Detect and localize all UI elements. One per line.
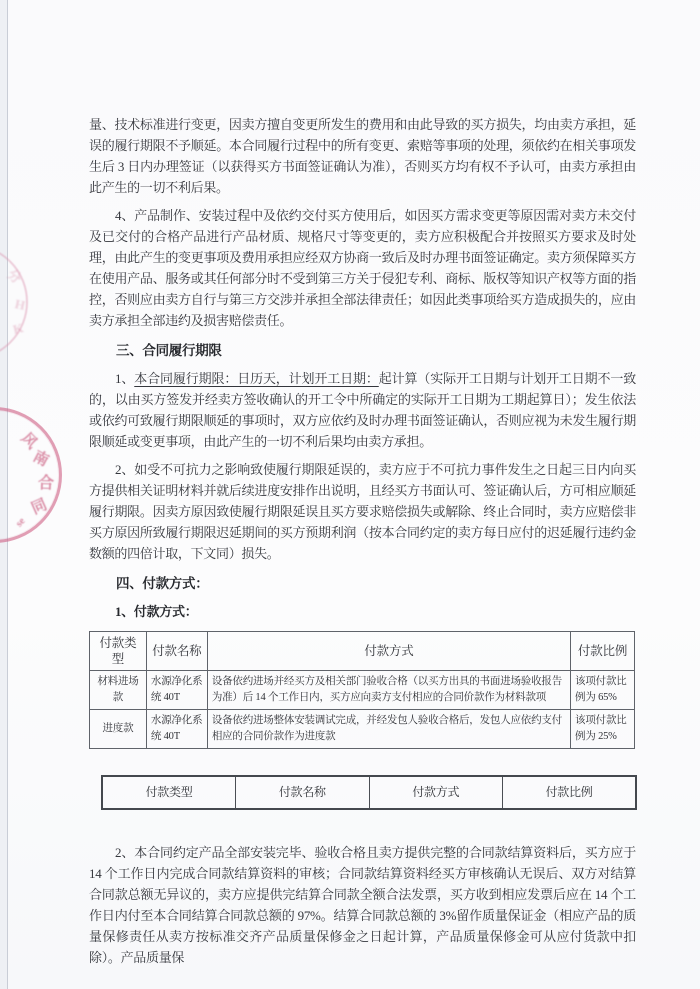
section-4-sub1-heading: 1、付款方式： xyxy=(115,604,198,619)
seal-glyph: 同 xyxy=(29,496,50,518)
cell-payment-ratio: 该项付款比例为 25% xyxy=(571,710,635,749)
paragraph-section3-item2: 2、如受不可抗力之影响致使履行期限延误的，卖方应于不可抗力事件发生之日起三日内向买方提供相关证明材料并就后续进度安排作出说明，且经买方书面认可、签证确认后，方可相应顺延履行期限。因卖方原因致使履行期限延误且买方要求赔偿损失或解除、终止合同时，卖方应赔偿非买方原因所致履行期限迟延期间的买方预期利润（按本合同约定的卖方每日应付的迟延履行违约金数额的四倍计取，下文同）损失。 xyxy=(89,462,636,561)
seal-glyph: H xyxy=(13,296,27,313)
seal-glyph: K xyxy=(11,319,25,338)
paragraph-section4-item2: 2、本合同约定产品全部安装完毕、验收合格且卖方提供完整的合同款结算资料后，买方应于 14 个工作日内完成合同款结算资料的审核；合同款结算资料经买方审核确认无误后、双方对结算合同款总额无异议的，卖方应提供完结算合同款全额合法发票，买方收到相应发票后应在 14 个工作日内付至本合同结算合同款总额的 97%。结算合同款总额的 3%留作质量保证金（相应产品的质量保修责任从卖方按标准交齐产品质量保修金之日起计算，产品质量保修金可从应付货款中扣除）。产品质量保 xyxy=(89,845,636,965)
cell-payment-name: 水源净化系统 40T xyxy=(146,671,207,710)
scan-left-edge xyxy=(0,0,8,989)
col-header-payment-type: 付款类型 xyxy=(102,776,236,809)
item1-number: 1、 xyxy=(115,371,135,386)
section-4-heading: 四、付款方式： xyxy=(116,576,209,591)
col-header-payment-name: 付款名称 xyxy=(146,632,207,671)
cell-payment-type: 进度款 xyxy=(90,710,147,749)
payment-terms-table xyxy=(89,631,635,749)
paragraph-continuation: 量、技术标准进行变更，因卖方擅自变更所发生的费用和由此导致的买方损失，均由卖方承担，延误的履行期限不予顺延。本合同履行过程中的所有变更、索赔等事项的处理，须依约在相关事项发生后 3 日内办理签证（以获得买方书面签证确认为准），否则买方均有权不予认可，由卖方承担由此产生的一切不利后果。 xyxy=(89,117,636,195)
paragraph-section3-item1 xyxy=(89,368,636,452)
cell-payment-type: 材料进场款 xyxy=(90,671,147,710)
seal-glyph: se xyxy=(13,515,28,530)
cell-payment-name: 水源净化系统 40T xyxy=(146,710,207,749)
col-header-payment-method: 付款方式 xyxy=(207,632,570,671)
paragraph-item-4: 4、产品制作、安装过程中及依约交付买方使用后，如因买方需求变更等原因需对卖方未交付及已交付的合格产品进行产品材质、规格尺寸等变更的，卖方应积极配合并按照买方要求及时处理，由此产生的变更事项及费用承担应经双方协商一致后及时办理书面签证确定。卖方须保障买方在使用产品、服务或其任何部分时不受到第三方关于侵犯专利、商标、版权等知识产权等方面的指控，否则应由卖方自行与第三方交涉并承担全部法律责任；如因此类事项给买方造成损失的，应由卖方承担全部违约及损害赔偿责任。 xyxy=(89,208,636,328)
cell-payment-ratio: 该项付款比例为 65% xyxy=(571,671,635,710)
col-header-payment-ratio: 付款比例 xyxy=(571,632,635,671)
table-header-row xyxy=(90,632,635,671)
col-header-payment-ratio: 付款比例 xyxy=(503,776,637,809)
section-3-heading: 三、合同履行期限 xyxy=(116,343,222,358)
table-row-material-advance xyxy=(90,671,635,710)
seal-glyph: 风 xyxy=(17,430,40,453)
seal-glyph: 分 xyxy=(4,266,25,287)
contract-text-block xyxy=(89,0,636,968)
table-header-row xyxy=(102,776,636,809)
table-row-progress-payment xyxy=(90,710,635,749)
item1-rest: 起计算（实际开工日期与计划开工日期不一致的，以由买方签发并经卖方签收确认的开工令中所确定的实际开工日期为工期起算日）；发生依法或依约可致履行期限顺延的事项时，双方应依约及时办理书面签证确认，否则应视为未发生履行期限顺延或变更事项，由此产生的一切不利后果均由卖方承担。 xyxy=(89,371,636,449)
cell-payment-method: 设备依约进场并经买方及相关部门验收合格（以买方出具的书面进场验收报告为准）后 14 个工作日内，买方应向卖方支付相应的合同价款作为材料款项 xyxy=(207,671,570,710)
empty-payment-table xyxy=(101,775,637,810)
seal-stamp-partial-lower xyxy=(0,407,62,543)
col-header-payment-type: 付款类型 xyxy=(90,632,147,671)
seal-glyph: 合 xyxy=(37,474,55,493)
col-header-payment-method: 付款方式 xyxy=(369,776,503,809)
col-header-payment-name: 付款名称 xyxy=(236,776,370,809)
cell-payment-method: 设备依约进场整体安装调试完成，并经发包人验收合格后，发包人应依约支付相应的合同价款作为进度款 xyxy=(207,710,570,749)
item1-underlined-blank: 本合同履行期限：日历天，计划开工日期： xyxy=(134,371,379,386)
seal-glyph: 南 xyxy=(30,448,52,470)
